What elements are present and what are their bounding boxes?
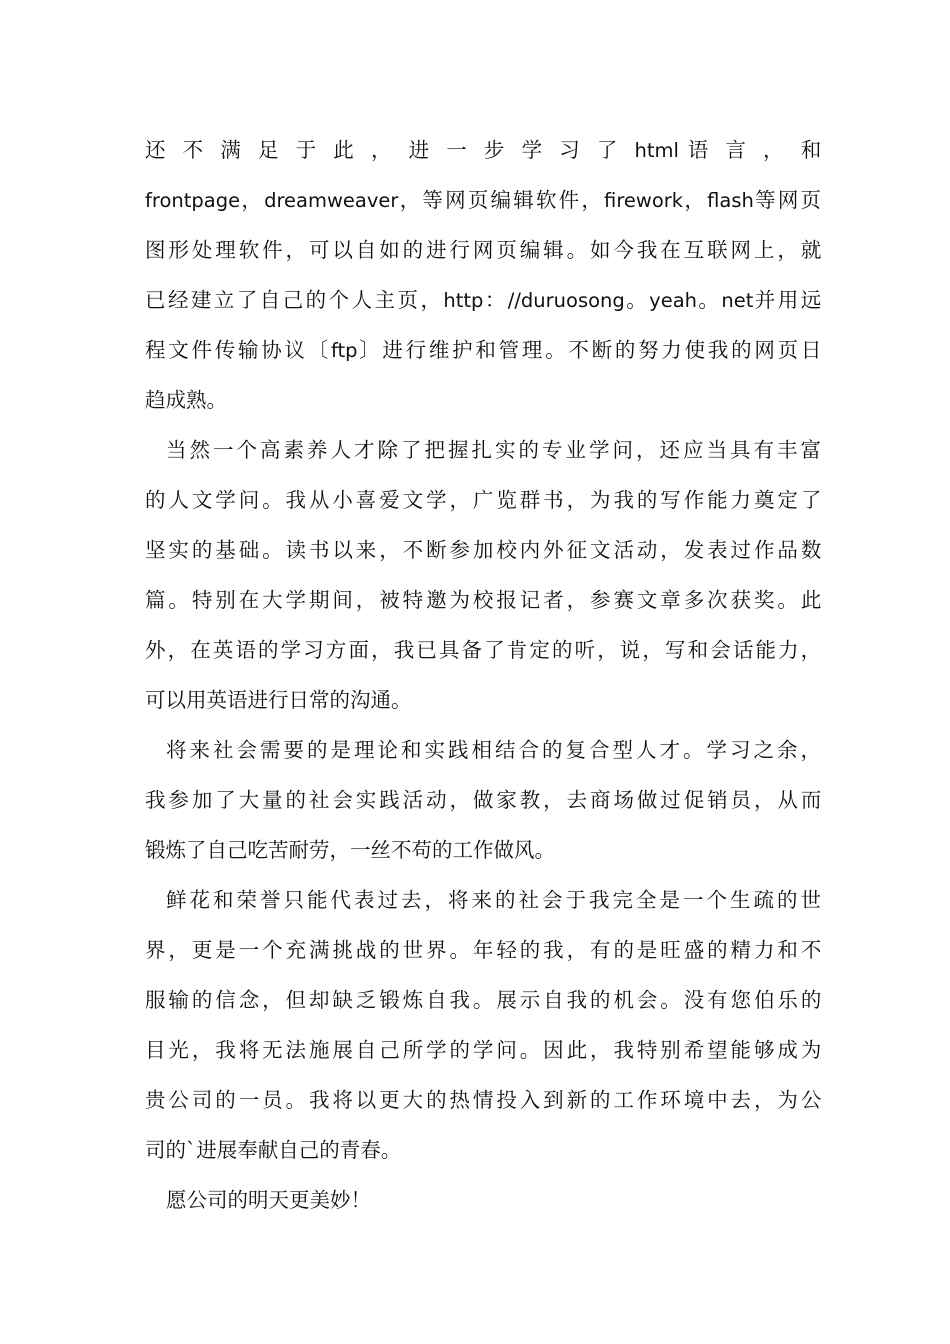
text-line-content: 将 来 社 会 需 要 的 是 理 论 和 实 践 相 结 合 的 复 合 型 人 才 。 学 习 之 余 ， [166, 738, 821, 762]
text-line-content: 还 不 满 足 于 此 ， 进 一 步 学 习 了 html 语 言 ， 和 [145, 138, 822, 162]
text-line-content: 愿公司的明天更美妙！ [166, 1188, 371, 1212]
text-line-content: 鲜 花 和 荣 誉 只 能 代 表 过 去 ， 将 来 的 社 会 于 我 完 全 是 一 个 生 疏 的 世 [166, 888, 821, 912]
paragraph-first-line [166, 435, 821, 465]
text-line-content: 司的`进展奉献自己的青春。 [145, 1138, 402, 1162]
text-line-content: 外 ， 在 英 语 的 学 习 方 面 ， 我 已 具 备 了 肯 定 的 听 ， 说 ， 写 和 会 话 能 力 ， [145, 638, 822, 662]
paragraph-first-line [166, 735, 821, 765]
text-line-content: frontpage ， dreamweaver ， 等 网 页 编 辑 软 件 ， firework ， flash 等 网 页 [145, 188, 822, 212]
text-line [145, 1085, 821, 1115]
text-line [145, 235, 821, 265]
text-line [145, 685, 821, 715]
text-line-content: 服 输 的 信 念 ， 但 却 缺 乏 锻 炼 自 我 。 展 示 自 我 的 机 会 。 没 有 您 伯 乐 的 [145, 988, 822, 1012]
text-line [145, 1135, 821, 1165]
text-line [145, 485, 821, 515]
text-line-content: 趋成熟。 [145, 388, 227, 412]
text-line-content: 篇 。 特 别 在 大 学 期 间 ， 被 特 邀 为 校 报 记 者 ， 参 赛 文 章 多 次 获 奖 。 此 [145, 588, 822, 612]
text-line [145, 935, 821, 965]
text-line-content: 当 然 一 个 高 素 养 人 才 除 了 把 握 扎 实 的 专 业 学 问 ， 还 应 当 具 有 丰 富 [166, 438, 821, 462]
text-line [145, 1035, 821, 1065]
text-line [145, 335, 821, 365]
text-line-content: 目 光 ， 我 将 无 法 施 展 自 己 所 学 的 学 问 。 因 此 ， 我 特 别 希 望 能 够 成 为 [145, 1038, 822, 1062]
text-line [145, 385, 821, 415]
text-line-content: 我 参 加 了 大 量 的 社 会 实 践 活 动 ， 做 家 教 ， 去 商 场 做 过 促 销 员 ， 从 而 [145, 788, 822, 812]
text-line-content: 坚 实 的 基 础 。 读 书 以 来 ， 不 断 参 加 校 内 外 征 文 活 动 ， 发 表 过 作 品 数 [145, 538, 822, 562]
text-line [145, 535, 821, 565]
text-line-content: 已 经 建 立 了 自 己 的 个 人 主 页 ， http ： //duruosong 。 yeah 。 net 并 用 远 [145, 288, 822, 312]
text-line-content: 锻炼了自己吃苦耐劳，一丝不苟的工作做风。 [145, 838, 555, 862]
text-line-content: 贵 公 司 的 一 员 。 我 将 以 更 大 的 热 情 投 入 到 新 的 工 作 环 境 中 去 ， 为 公 [145, 1088, 822, 1112]
text-line-content: 可以用英语进行日常的沟通。 [145, 688, 412, 712]
text-line [145, 785, 821, 815]
paragraph-first-line [166, 885, 821, 915]
text-line-content: 程 文 件 传 输 协 议 〔 ftp 〕 进 行 维 护 和 管 理 。 不 断 的 努 力 使 我 的 网 页 日 [145, 338, 822, 362]
text-line-content: 的 人 文 学 问 。 我 从 小 喜 爱 文 学 ， 广 览 群 书 ， 为 我 的 写 作 能 力 奠 定 了 [145, 488, 822, 512]
text-line [145, 835, 821, 865]
text-line [145, 585, 821, 615]
text-line-content: 界 ， 更 是 一 个 充 满 挑 战 的 世 界 。 年 轻 的 我 ， 有 的 是 旺 盛 的 精 力 和 不 [145, 938, 822, 962]
text-line [145, 135, 821, 165]
text-line [145, 635, 821, 665]
text-line-content: 图 形 处 理 软 件 ， 可 以 自 如 的 进 行 网 页 编 辑 。 如 今 我 在 互 联 网 上 ， 就 [145, 238, 822, 262]
closing-line [166, 1185, 821, 1215]
text-line [145, 185, 821, 215]
text-line [145, 985, 821, 1015]
text-line [145, 285, 821, 315]
